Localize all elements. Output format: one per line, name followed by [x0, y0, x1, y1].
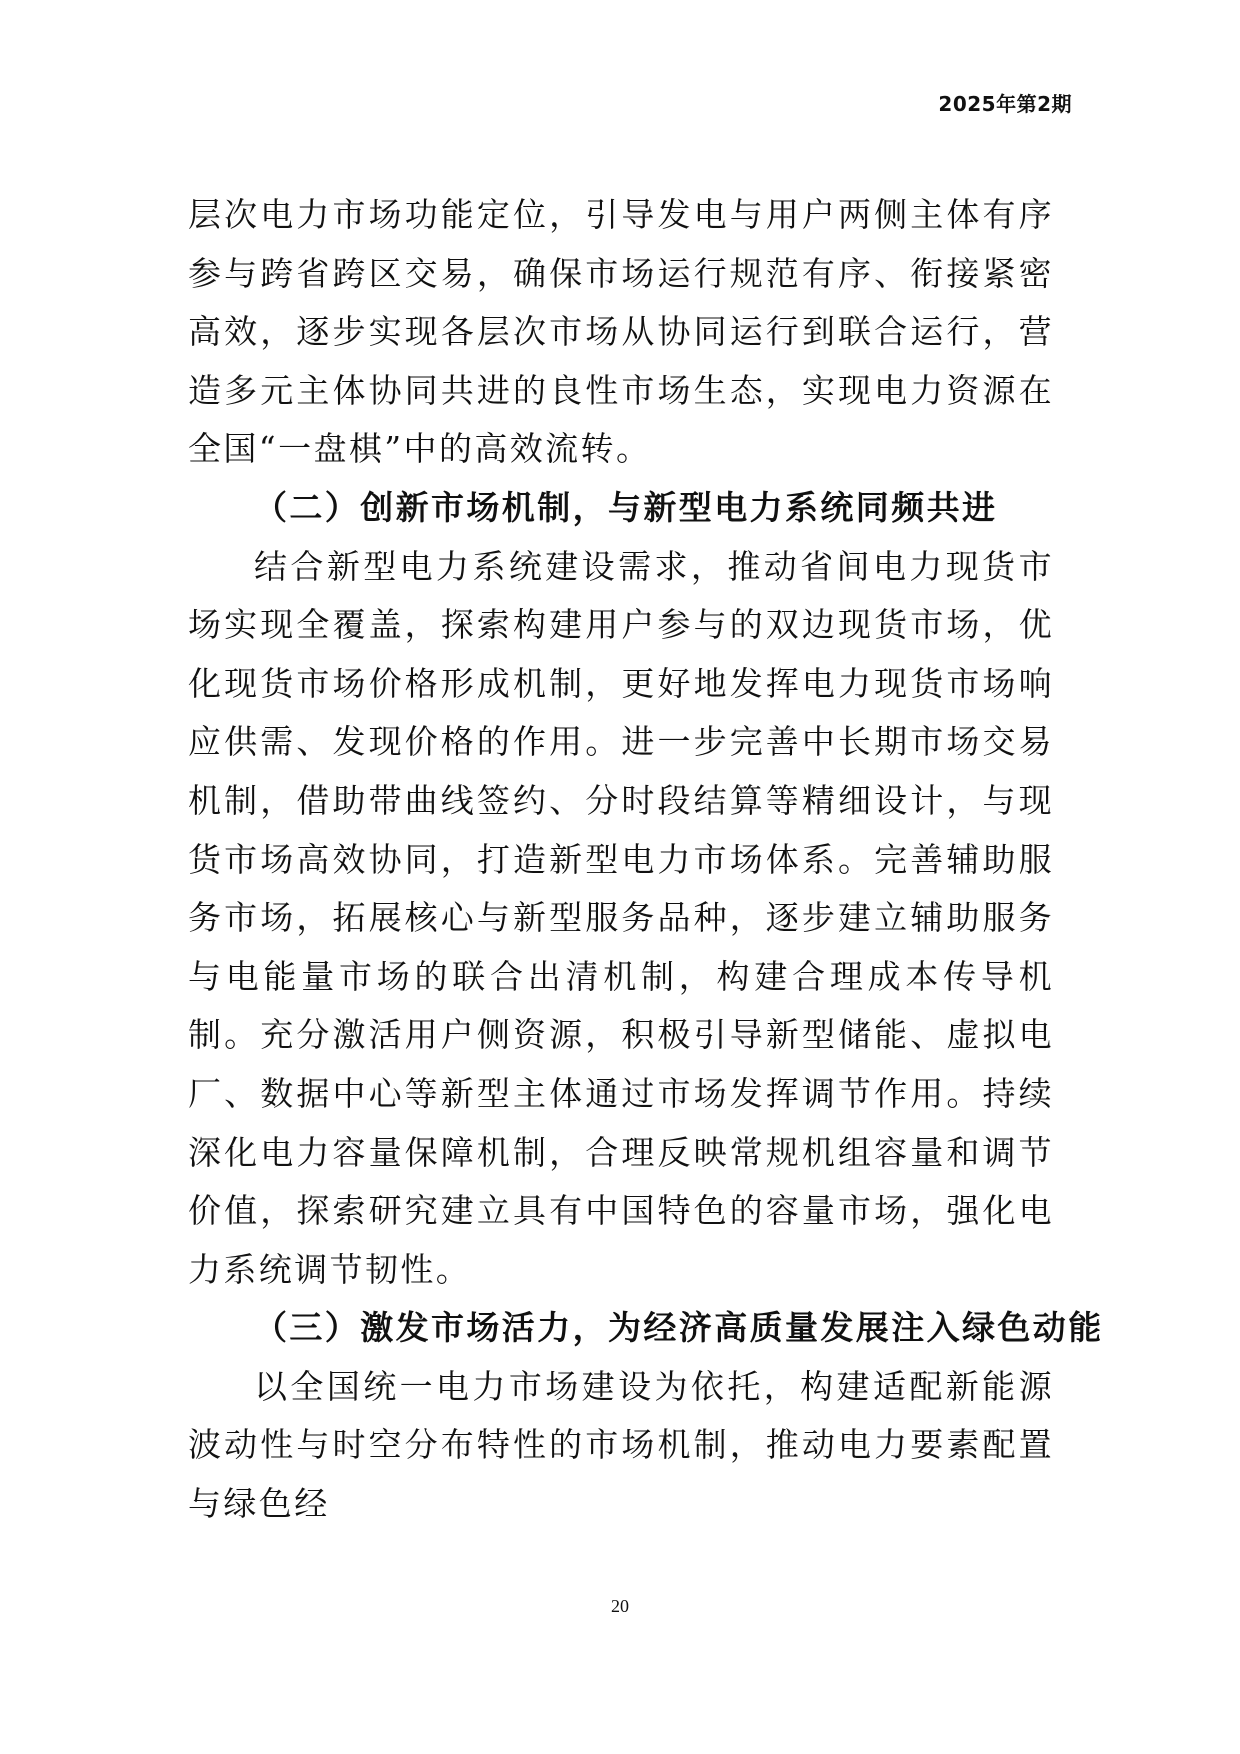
- section-heading-2: （二）创新市场机制，与新型电力系统同频共进: [254, 487, 998, 527]
- section-heading-3: （三）激发市场活力，为经济高质量发展注入绿色动能: [254, 1308, 1104, 1348]
- page-number: 20: [611, 1596, 629, 1616]
- paragraph-section-2: 结合新型电力系统建设需求，推动省间电力现货市场实现全覆盖，探索构建用户参与的双边现货市场，优化现货市场价格形成机制，更好地发挥电力现货市场响应供需、发现价格的作用。进一步完善中长期市场交易机制，借助带曲线签约、分时段结算等精细设计，与现货市场高效协同，打造新型电力市场体系。完善辅助服务市场，拓展核心与新型服务品种，逐步建立辅助服务与电能量市场的联合出清机制，构建合理成本传导机制。充分激活用户侧资源，积极引导新型储能、虚拟电厂、数据中心等新型主体通过市场发挥调节作用。持续深化电力容量保障机制，合理反映常规机组容量和调节价值，探索研究建立具有中国特色的容量市场，强化电力系统调节韧性。: [188, 546, 1054, 1289]
- issue-header: 2025年第2期: [938, 92, 1072, 116]
- article-body: [188, 186, 1104, 1534]
- paragraph-continued: 层次电力市场功能定位，引导发电与用户两侧主体有序参与跨省跨区交易，确保市场运行规范有序、衔接紧密高效，逐步实现各层次市场从协同运行到联合运行，营造多元主体协同共进的良性市场生态，实现电力资源在全国“一盘棋”中的高效流转。: [188, 195, 1054, 469]
- paragraph-section-3: 以全国统一电力市场建设为依托，构建适配新能源波动性与时空分布特性的市场机制，推动电力要素配置与绿色经: [188, 1366, 1054, 1524]
